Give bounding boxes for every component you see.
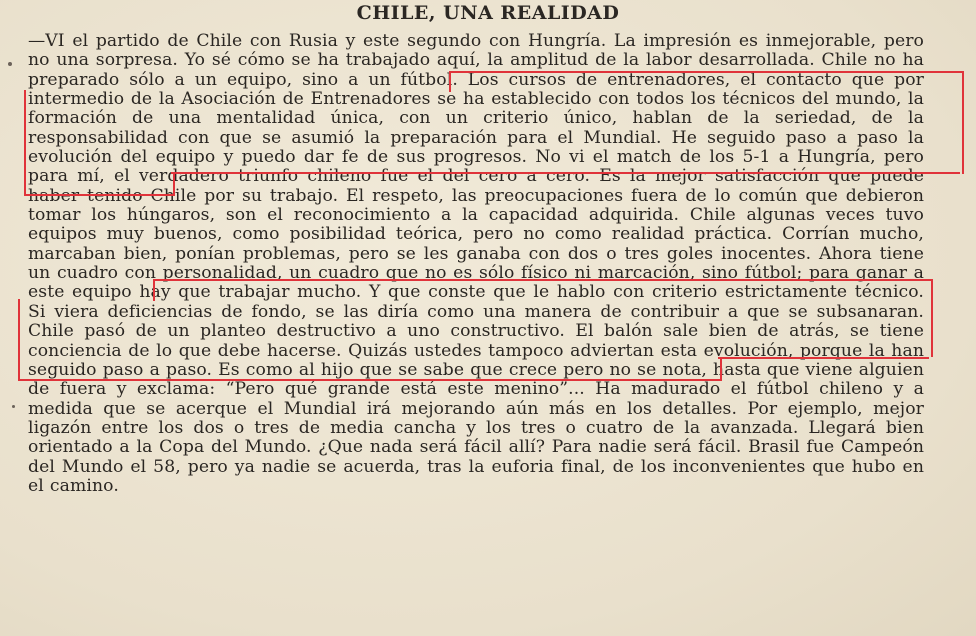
- article-body: [28, 32, 924, 496]
- article-segment-closing: Y que conste que le hablo con criterio estrictamente técnico. Si viera deficiencias de fondo, se las diría como una manera de contribuir a que se subsanaran. Chile pasó de un planteo destructivo a uno constructivo. El balón sale bien de atrás, se tiene conciencia de lo que debe hacerse. Quizás ustedes tampoco adviertan esta evolución, porque la han seguido paso a paso. Es como al hijo que se sabe que crece pero no se nota, hasta que viene alguien de fuera y exclama: “Pero qué grande está este menino”... Ha madurado el fútbol chileno y a medida que se acerque el Mundial irá mejorando aún más en los detalles. Por ejemplo, mejor ligazón entre los dos o tres de media cancha y los tres o cuatro de la avanzada. Llegará bien orientado a la Copa del Mundo. ¿Que nada será fácil allí? Para nadie será fácil. Brasil fue Campeón del Mundo el 58, pero ya nadie se acuerda, tras la euforia final, de los inconvenientes que hubo en el camino.: [28, 282, 924, 496]
- article-segment-middle: He seguido paso a paso la evolución del equipo y puedo dar fe de sus progresos. No vi el match de los 5-1 a Hungría, pero para mí, el verdadero triunfo chileno fue el del cero a cero. Es la mejor satisfacción que puede haber tenido Chile por su trabajo. El respeto, las preocupaciones fuera de lo común que debieron tomar los húngaros, son el reconocimiento a la capacidad adquirida.: [28, 127, 924, 226]
- article-segment-highlight-2: Chile algunas veces tuvo equipos muy buenos, como posibilidad teórica, pero no como realidad práctica. Corrían mucho, marcaban bien, ponían problemas, pero se les ganaba con dos o tres goles inocentes. Ahora tiene un cuadro con personalidad, un cuadro que no es sólo físico ni marcación, sino fútbol; para ganar a este equipo hay que trabajar mucho.: [28, 205, 924, 303]
- article-segment-highlight-1: Chile no ha preparado sólo a un equipo, sino a un fútbol. Los cursos de entrenadores, el contacto que por intermedio de la Asociación de Entrenadores se ha establecido con todos los técnicos del mundo, la formación de una mentalidad única, con un criterio único, hablan de la seriedad, de la responsabilidad con que se asumió la preparación para el Mundial.: [28, 50, 924, 148]
- margin-speck-2: [12, 405, 15, 408]
- article-title: CHILE, UNA REALIDAD: [356, 2, 620, 24]
- margin-speck: [8, 62, 12, 66]
- article-segment-intro: —VI el partido de Chile con Rusia y este segundo con Hungría. La impresión es inmejorable, pero no una sorpresa. Yo sé cómo se ha trabajado aquí, la amplitud de la labor desarrollada.: [28, 31, 924, 71]
